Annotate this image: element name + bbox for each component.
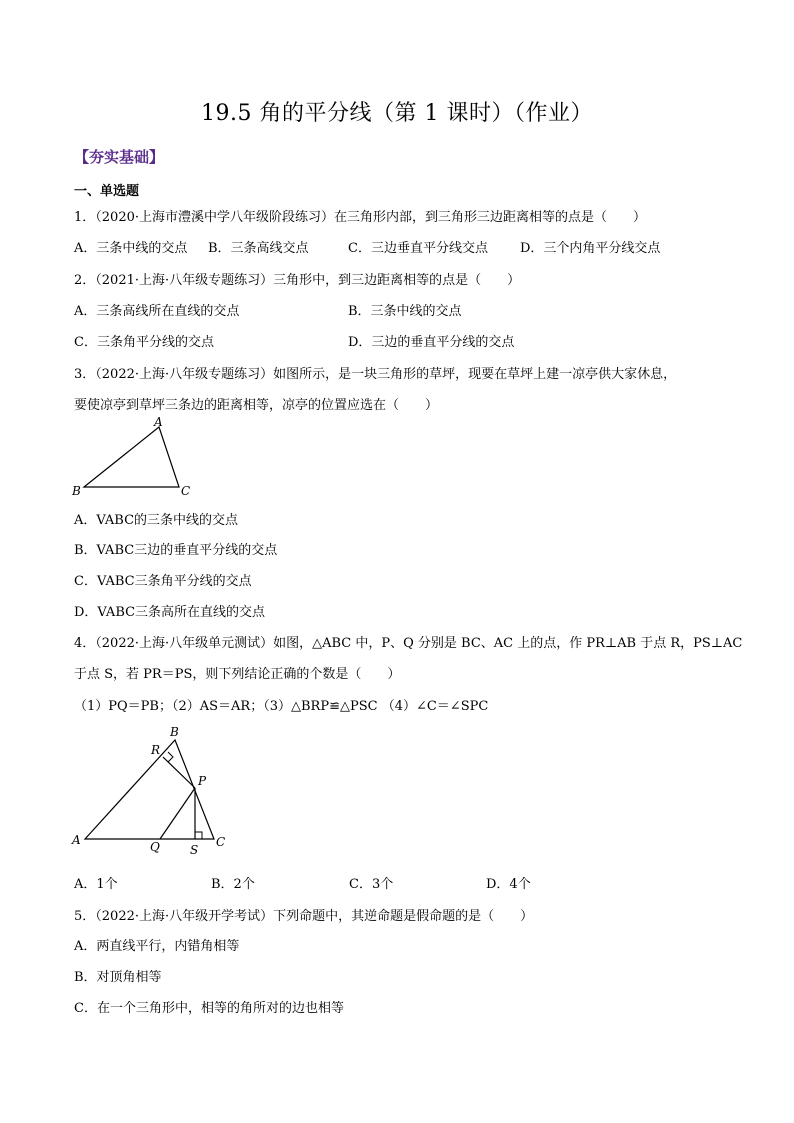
q3-stem-line2: 要使凉亭到草坪三条边的距离相等，凉亭的位置应选在（ ） — [74, 398, 439, 413]
q5-option-b[interactable]: B．对顶角相等 — [74, 970, 162, 985]
vertex-label-a: A — [154, 416, 163, 429]
q4-stem-line2: 于点 S，若 PR＝PS，则下列结论正确的个数是（ ） — [74, 667, 401, 682]
page-title: 19.5 角的平分线（第 1 课时）（作业） — [201, 101, 593, 126]
right-angle-mark-r — [168, 752, 173, 762]
q2-option-a[interactable]: A．三条高线所在直线的交点 — [74, 304, 240, 319]
right-angle-mark-s — [195, 832, 202, 839]
q3-option-c[interactable]: C．VABC三条角平分线的交点 — [74, 574, 252, 589]
vertex-label-b: B — [170, 725, 179, 739]
part-heading: 一、单选题 — [74, 184, 140, 199]
point-label-r: R — [151, 743, 161, 757]
q4-triangle-figure — [68, 724, 238, 859]
q4-option-d[interactable]: D．4个 — [486, 877, 531, 892]
q5-stem: 5．（2022·上海·八年级开学考试）下列命题中，其逆命题是假命题的是（ ） — [74, 909, 534, 924]
q4-option-b[interactable]: B．2个 — [211, 877, 255, 892]
q1-option-c[interactable]: C．三边垂直平分线交点 — [348, 241, 488, 256]
segment-pq — [160, 788, 195, 839]
q3-option-b[interactable]: B．VABC三边的垂直平分线的交点 — [74, 543, 278, 558]
q2-option-c[interactable]: C．三条角平分线的交点 — [74, 335, 214, 350]
section-heading: 【夯实基础】 — [74, 148, 165, 166]
vertex-label-a: A — [72, 833, 81, 847]
q3-option-d[interactable]: D．VABC三条高所在直线的交点 — [74, 605, 266, 620]
vertex-label-b: B — [72, 484, 81, 498]
q3-triangle-figure — [70, 416, 210, 500]
q5-option-c[interactable]: C．在一个三角形中，相等的角所对的边也相等 — [74, 1001, 344, 1016]
point-label-s: S — [190, 843, 199, 857]
q4-conditions: （1）PQ＝PB；（2）AS＝AR；（3）△BRP≌△PSC （4）∠C＝∠SPC — [74, 699, 489, 714]
q4-option-a[interactable]: A．1个 — [74, 877, 118, 892]
point-label-p: P — [198, 774, 207, 788]
q1-stem: 1．（2020·上海市澧溪中学八年级阶段练习）在三角形内部，到三角形三边距离相等的点是（ ） — [74, 210, 646, 225]
triangle-abc — [84, 427, 179, 487]
vertex-label-c: C — [216, 835, 226, 849]
q1-option-b[interactable]: B．三条高线交点 — [208, 241, 309, 256]
q3-stem-line1: 3．（2022·上海·八年级专题练习）如图所示，是一块三角形的草坪，现要在草坪上建一凉亭供大家休息， — [74, 367, 677, 382]
q5-option-a[interactable]: A．两直线平行，内错角相等 — [74, 939, 240, 954]
q4-stem-line1: 4．（2022·上海·八年级单元测试）如图，△ABC 中，P、Q 分别是 BC、AC 上的点，作 PR⊥AB 于点 R，PS⊥AC — [74, 636, 743, 651]
vertex-label-c: C — [181, 484, 191, 498]
q1-option-a[interactable]: A．三条中线的交点 — [74, 241, 188, 256]
q2-option-d[interactable]: D．三边的垂直平分线的交点 — [348, 335, 515, 350]
q1-option-d[interactable]: D．三个内角平分线交点 — [520, 241, 661, 256]
q2-stem: 2．（2021·上海·八年级专题练习）三角形中，到三边距离相等的点是（ ） — [74, 273, 521, 288]
point-label-q: Q — [150, 840, 160, 854]
q2-option-b[interactable]: B．三条中线的交点 — [348, 304, 462, 319]
q3-option-a[interactable]: A．VABC的三条中线的交点 — [74, 513, 239, 528]
q4-option-c[interactable]: C．3个 — [349, 877, 394, 892]
